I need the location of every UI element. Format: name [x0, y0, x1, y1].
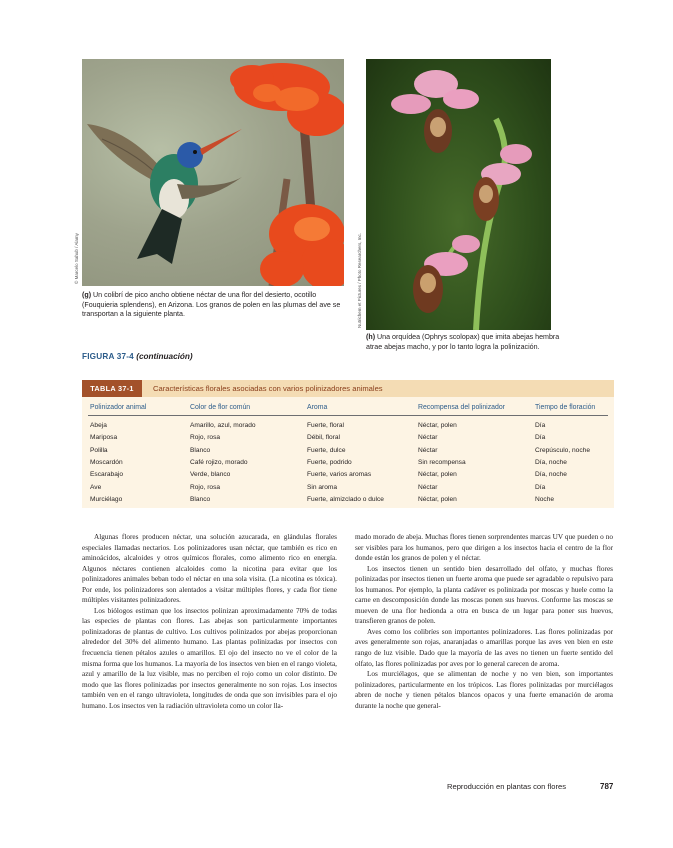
table-cell: Débil, floral: [307, 434, 340, 442]
figure-continuation: (continuación): [136, 352, 193, 361]
table-tag: TABLA 37-1: [82, 380, 142, 397]
table-cell: Néctar, polen: [418, 495, 457, 503]
table-cell: Crepúsculo, noche: [535, 446, 590, 454]
table-cell: Amarillo, azul, morado: [190, 422, 256, 429]
page-number: 787: [600, 782, 614, 791]
table-cell: Polilla: [90, 446, 108, 454]
orchid-illustration: [366, 59, 551, 330]
table-cell: Rojo, rosa: [190, 434, 221, 442]
caption-g-letter: (g): [82, 291, 92, 299]
body-paragraph: Los biólogos estiman que los insectos polinizan aproximadamente 70% de todas las especies de plantas con flores. Las abejas son particularmente importantes polinizadoras de plantas de cultivo. Los cultivos polinizados por abejas proporcionan alrededor del 30% del alimento humano. Las plantas polinizadas por insectos con frecuencia tienen pétalos azules o amarillos. El ojo del insecto no ve el color de la misma forma que los humanos. La mayoría de los insectos ven bien en el rango violeta, azul y amarillo de la luz visible, mas no perciben el rojo como un color distinto. De modo que las flores polinizadas por insectos generalmente no son rojas. Los insectos también ven en el rango ultravioleta, longitudes de onda que son invisibles para el ojo humano. Los insectos ven la radiación ultravioleta como un color lla-: [82, 606, 337, 710]
table-cell: Blanco: [190, 446, 211, 454]
body-paragraph: Algunas flores producen néctar, una solución azucarada, en glándulas florales especiales llamadas nectarios. Los polinizadores usan néctar, que también es rico en aminoácidos, alcaloides y otros químicos florales, como alimento rico en energía. Algunos néctares contienen alcaloides como la nicotina para evitar que los polinizadores animales beban todo el néctar en una sola visita. (La nicotina es tóxica). Por ende, los polinizadores son alentados a visitar múltiples flores, y cada flor tiene múltiples visitantes polinizadores.: [82, 533, 337, 605]
table-cell: Verde, blanco: [190, 471, 231, 479]
table-cell: Sin recompensa: [418, 458, 466, 466]
caption-g: [82, 291, 344, 320]
photo-orchid: [366, 59, 551, 330]
body-column-left: [82, 532, 337, 711]
table-header-bar: [82, 380, 614, 397]
body-paragraph: Aves como los colibríes son importantes polinizadores. Las flores polinizadas por aves generalmente son rojas, anaranjadas o amarillas porque las aves ven bien en este rango de luz visible. Dado que la mayoría de las aves no tienen un fuerte sentido del olfato, las flores polinizadas por aves por lo general carecen de aroma.: [355, 627, 613, 668]
table-cell: Ave: [90, 483, 102, 491]
table-cell: Día: [535, 434, 546, 442]
running-footer-title: Reproducción en plantas con flores: [447, 782, 567, 791]
table-cell: Néctar, polen: [418, 422, 457, 429]
table-37-1: [82, 380, 614, 508]
table-cell: Fuerte, podrido: [307, 458, 352, 466]
table-cell: Néctar: [418, 434, 438, 442]
table-cell: Noche: [535, 495, 555, 503]
table-cell: Moscardón: [90, 458, 123, 466]
table-cell: Día, noche: [535, 458, 567, 466]
body-paragraph: mado morado de abeja. Muchas flores tienen sorprendentes marcas UV que pueden o no ser visibles para los humanos, pero que dirigen a los insectos hacia el centro de la flor donde están los granos de polen y el néctar.: [355, 533, 613, 563]
table-cell: Fuerte, varios aromas: [307, 471, 372, 479]
table-cell: Día: [535, 422, 546, 429]
table-cell: Café rojizo, morado: [190, 458, 248, 466]
photo-credit-h: Nutrichem et Pictures / Photo Researchers, Inc.: [357, 232, 362, 328]
table-cell: Fuerte, almizclado o dulce: [307, 495, 384, 503]
table-cell: Día, noche: [535, 471, 567, 479]
table-column-header: Recompensa del polinizador: [418, 404, 505, 411]
table-cell: Néctar: [418, 446, 438, 454]
caption-g-text: Un colibrí de pico ancho obtiene néctar de una flor del desierto, ocotillo (Fouquieria splendens), en Arizona. Los granos de polen en las plumas del ave se transportan a la siguiente planta.: [82, 291, 341, 318]
photo-hummingbird: [82, 59, 344, 286]
table-cell: Día: [535, 483, 546, 491]
table-column-header: Tiempo de floración: [535, 404, 596, 411]
table-cell: Rojo, rosa: [190, 483, 221, 491]
photo-credit-g: © Marcelo Sahub / Alamy: [74, 233, 79, 284]
figure-number: FIGURA 37-4: [82, 352, 134, 361]
table-cell: Fuerte, floral: [307, 422, 345, 429]
body-paragraph: Los insectos tienen un sentido bien desarrollado del olfato, y muchas flores polinizadas por insectos tienen un fuerte aroma que puede ser agradable o repulsivo para los humanos. Por ejemplo, la planta cadáver es polinizada por moscas y huele como la carne en descomposición donde las moscas ponen sus huevos. Conforme las moscas se mueven de una flor hedionda a otra en busca de un lugar para poner sus huevos, transfieren granos de polen.: [355, 564, 613, 626]
body-paragraph: Los murciélagos, que se alimentan de noche y no ven bien, son importantes polinizadores, particularmente en los trópicos. Las flores polinizadas por murciélagos abren de noche y tienen pétalos blancos opacos y una fuerte emanación de aroma durante la noche que general-: [355, 670, 613, 710]
table-header-rule: [88, 415, 608, 416]
caption-h-letter: (h): [366, 333, 376, 341]
table-title: Características florales asociadas con varios polinizadores animales: [153, 384, 383, 393]
table-cell: Sin aroma: [307, 483, 338, 491]
table-column-header: Polinizador animal: [90, 404, 147, 411]
table-cell: Escarabajo: [90, 471, 123, 479]
table-cell: Abeja: [90, 422, 107, 429]
table-cell: Murciélago: [90, 495, 123, 503]
table-column-header: Color de flor común: [190, 404, 251, 411]
table-cell: Fuerte, dulce: [307, 446, 346, 454]
table-column-header: Aroma: [307, 404, 328, 411]
table-cell: Blanco: [190, 495, 211, 503]
table-cell: Néctar, polen: [418, 471, 457, 479]
figure-label: [82, 352, 193, 361]
caption-h: [366, 333, 566, 352]
hummingbird-illustration: [82, 59, 344, 286]
table-cell: Mariposa: [90, 434, 118, 442]
caption-h-text: Una orquídea (Ophrys scolopax) que imita abejas hembra atrae abejas macho, y por lo tanto logra la polinización.: [366, 333, 560, 351]
body-column-right: [355, 532, 613, 711]
table-cell: Néctar: [418, 483, 438, 491]
